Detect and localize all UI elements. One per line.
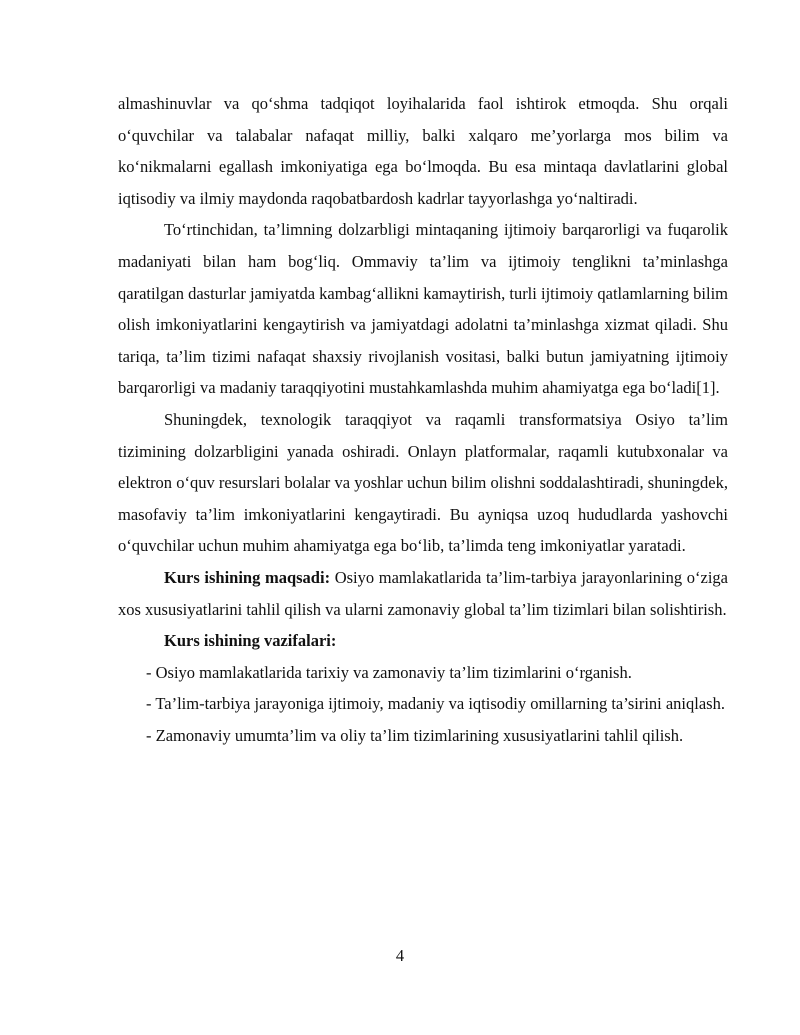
task-item: - Zamonaviy umumta’lim va oliy ta’lim tizimlarining xususiyatlarini tahlil qilish. — [146, 725, 684, 745]
course-tasks-heading: Kurs ishining vazifalari: — [164, 631, 337, 651]
course-goal-text: Osiyo mamlakatlarida ta’lim-tarbiya jarayonlarining o‘ziga xos xususiyatlarini tahlil qilish va ularni zamonaviy global ta’lim tizimlari bilan solishtirish. — [118, 567, 728, 619]
paragraph-continuation: almashinuvlar va qo‘shma tadqiqot loyihalarida faol ishtirok etmoqda. Shu orqali o‘quvchilar va talabalar nafaqat milliy, balki xalqaro me’yorlarga mos bilim va ko‘nikmalarni egallash imkoniyatiga ega bo‘lmoqda. Bu esa mintaqa davlatlarini global iqtisodiy va ilmiy maydonda raqobatbardosh kadrlar tayyorlashga yo‘naltiradi. — [118, 94, 728, 208]
course-goal-label: Kurs ishining maqsadi: — [164, 567, 331, 587]
task-item: - Ta’lim-tarbiya jarayoniga ijtimoiy, madaniy va iqtisodiy omillarning ta’sirini aniqlash. — [146, 694, 725, 714]
paragraph-fourth-point: To‘rtinchidan, ta’limning dolzarbligi mintaqaning ijtimoiy barqarorligi va fuqarolik madaniyati bilan ham bog‘liq. Ommaviy ta’lim va ijtimoiy tenglikni ta’minlashga qaratilgan dasturlar jamiyatda kambag‘allikni kamaytirish, turli ijtimoiy qatlamlarning bilim olish imkoniyatlarini kengaytirish va jamiyatdagi adolatni ta’minlashga xizmat qiladi. Shu tariqa, ta’lim tizimi nafaqat shaxsiy rivojlanish vositasi, balki butun jamiyatning ijtimoiy barqarorligi va madaniy taraqqiyotini mustahkamlashda muhim ahamiyatga ega bo‘ladi[1]. — [118, 220, 728, 398]
paragraph-digital-transformation: Shuningdek, texnologik taraqqiyot va raqamli transformatsiya Osiyo ta’lim tizimining dolzarbligini yanada oshiradi. Onlayn platformalar, raqamli kutubxonalar va elektron o‘quv resurslari bolalar va yoshlar uchun bilim olishni soddalashtiradi, shuningdek, masofaviy ta’lim imkoniyatlarini kengaytiradi. Bu ayniqsa uzoq hududlarda yashovchi o‘quvchilar uchun muhim ahamiyatga ega bo‘lib, ta’limda teng imkoniyatlar yaratadi. — [118, 409, 728, 556]
paragraph-course-goal — [118, 562, 728, 625]
document-body — [118, 88, 728, 751]
task-item: - Osiyo mamlakatlarida tarixiy va zamonaviy ta’lim tizimlarini o‘rganish. — [146, 662, 632, 682]
page-number: 4 — [395, 946, 405, 965]
